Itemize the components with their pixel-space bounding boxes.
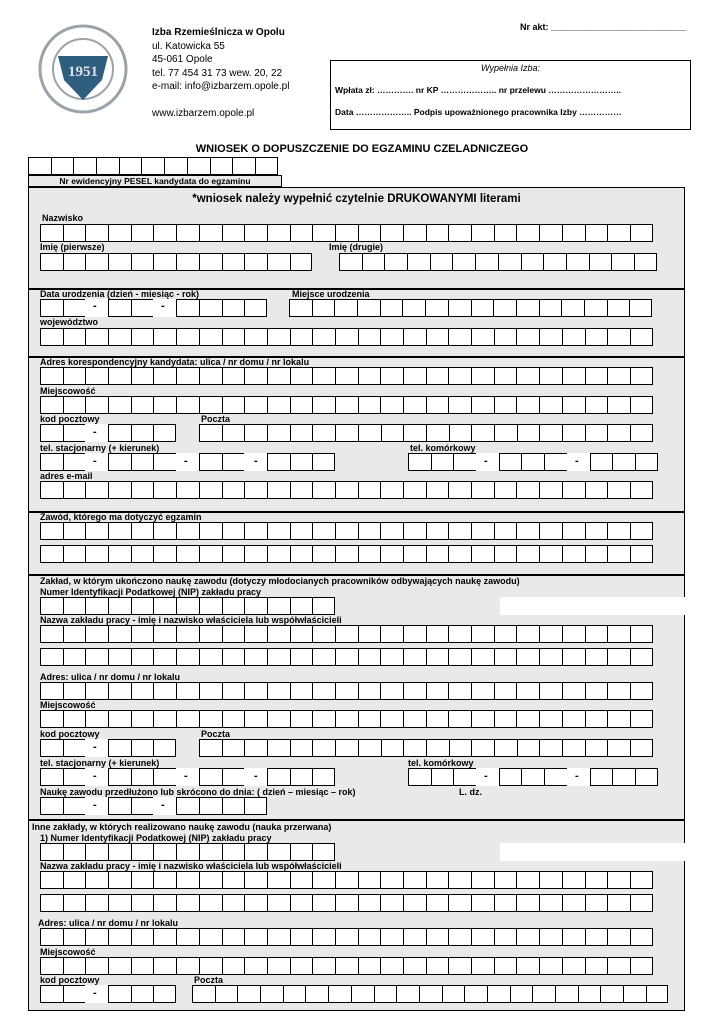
workplace-nip-label: Numer Identyfikacji Podatkowej (NIP) zakładu pracy <box>40 587 262 597</box>
payment-line: Wpłata zł: …………. nr KP ……………….. nr przelewu …………………….. <box>335 85 622 95</box>
postcode-label: kod pocztowy <box>40 414 100 424</box>
workplace-post-office-label: Poczta <box>201 729 231 739</box>
email-label: adres e-mail <box>40 471 93 481</box>
other-name-boxes-2[interactable] <box>40 894 653 912</box>
other-post-office-boxes[interactable] <box>192 985 668 1003</box>
workplace-name-boxes-2[interactable] <box>40 648 653 666</box>
form-title: WNIOSEK O DOPUSZCZENIE DO EGZAMINU CZELADNICZEGO <box>195 143 529 155</box>
org-logo <box>38 24 128 114</box>
office-use-box <box>330 60 691 130</box>
mobile-label: tel. komórkowy <box>410 443 476 453</box>
nr-akt-label: Nr akt: ___________________________ <box>520 22 687 32</box>
postcode-dash: - <box>93 426 97 438</box>
workplace-town-label: Miejscowość <box>40 700 96 710</box>
org-city: 45-061 Opole <box>152 54 213 65</box>
other-address-label: Adres: ulica / nr domu / nr lokalu <box>38 918 179 928</box>
landline-dash-3: - <box>254 455 258 467</box>
profession-boxes-1[interactable] <box>40 522 653 540</box>
birth-place-label: Miejsce urodzenia <box>292 289 370 299</box>
workplace-mobile-dash-1: - <box>484 770 488 782</box>
town-boxes[interactable] <box>40 396 653 414</box>
logo-year: 1951 <box>68 64 98 80</box>
extension-date-boxes[interactable] <box>40 797 267 815</box>
ld-label: L. dz. <box>459 787 482 797</box>
birth-date-label: Data urodzenia (dzień - miesiąc - rok) <box>40 289 200 299</box>
date-dash-1: - <box>93 300 97 312</box>
other-nip-blank <box>500 843 685 861</box>
org-website: www.izbarzem.opole.pl <box>152 107 255 119</box>
profession-boxes-2[interactable] <box>40 545 653 563</box>
office-fill-note: Wypełnia Izba: <box>480 63 541 73</box>
workplace-heading: Zakład, w którym ukończono naukę zawodu (dotyczy młodocianych pracowników odbywających naukę zawodu) <box>40 576 520 586</box>
workplace-address-label: Adres: ulica / nr domu / nr lokalu <box>40 672 181 682</box>
email-boxes[interactable] <box>40 481 653 499</box>
other-nip-label: 1) Numer Identyfikacji Podatkowej (NIP) zakładu pracy <box>40 833 272 843</box>
first-name-boxes[interactable] <box>40 253 312 271</box>
landline-dash-2: - <box>184 455 188 467</box>
workplace-postcode-label: kod pocztowy <box>40 729 100 739</box>
corr-address-label: Adres korespondencyjny kandydata: ulica / nr domu / nr lokalu <box>40 357 310 367</box>
other-post-office-label: Poczta <box>194 975 224 985</box>
org-address-block <box>152 26 289 120</box>
workplace-mobile-boxes[interactable] <box>408 768 658 786</box>
other-postcode-boxes[interactable] <box>40 985 176 1003</box>
workplace-name-boxes-1[interactable] <box>40 625 653 643</box>
post-office-boxes[interactable] <box>199 424 653 442</box>
other-postcode-label: kod pocztowy <box>40 975 100 985</box>
surname-label: Nazwisko <box>42 213 84 223</box>
landline-dash-1: - <box>93 455 97 467</box>
workplace-landline-dash-3: - <box>254 770 258 782</box>
voivodeship-boxes[interactable] <box>40 328 653 346</box>
postcode-boxes[interactable] <box>40 424 176 442</box>
other-town-label: Miejscowość <box>40 947 96 957</box>
landline-label: tel. stacjonarny (+ kierunek) <box>40 443 160 453</box>
workplace-mobile-label: tel. komórkowy <box>408 758 474 768</box>
first-name-label: Imię (pierwsze) <box>40 242 105 252</box>
other-name-label: Nazwa zakładu pracy - imię i nazwisko właściciela lub współwłaścicieli <box>40 861 342 871</box>
pesel-label: Nr ewidencyjny PESEL kandydata do egzaminu <box>28 175 282 187</box>
birth-place-boxes[interactable] <box>289 299 652 317</box>
other-nip-boxes[interactable] <box>40 843 335 861</box>
voivodeship-label: województwo <box>40 317 98 327</box>
extension-dash-1: - <box>93 799 97 811</box>
surname-boxes[interactable] <box>40 224 653 242</box>
other-name-boxes-1[interactable] <box>40 871 653 889</box>
org-email: e-mail: info@izbarzem.opole.pl <box>152 81 290 92</box>
org-street: ul. Katowicka 55 <box>152 40 225 52</box>
second-name-boxes[interactable] <box>339 253 657 271</box>
pesel-boxes[interactable] <box>28 157 278 175</box>
extension-dash-2: - <box>161 799 165 811</box>
workplace-postcode-boxes[interactable] <box>40 739 176 757</box>
workplace-landline-dash-1: - <box>93 770 97 782</box>
post-office-label: Poczta <box>201 414 231 424</box>
other-address-boxes[interactable] <box>40 928 653 946</box>
date-dash-2: - <box>161 300 165 312</box>
workplace-town-boxes[interactable] <box>40 710 653 728</box>
workplace-nip-blank <box>500 597 685 615</box>
extension-label: Naukę zawodu przedłużono lub skrócono do dnia: ( dzień – miesiąc – rok) <box>40 787 356 797</box>
workplace-mobile-dash-2: - <box>575 770 579 782</box>
town-label: Miejscowość <box>40 386 96 396</box>
other-heading: Inne zakłady, w których realizowano naukę zawodu (nauka przerwana) <box>32 822 332 832</box>
profession-label: Zawód, którego ma dotyczyć egzamin <box>40 512 202 522</box>
org-phone: tel. 77 454 31 73 wew. 20, 22 <box>152 67 283 79</box>
instruction: *wniosek należy wypełnić czytelnie DRUKOWANYMI literami <box>192 193 521 205</box>
other-town-boxes[interactable] <box>40 957 653 975</box>
workplace-address-boxes[interactable] <box>40 682 653 700</box>
workplace-name-label: Nazwa zakładu pracy - imię i nazwisko właściciela lub współwłaścicieli <box>40 615 342 625</box>
workplace-nip-boxes[interactable] <box>40 597 335 615</box>
workplace-postcode-dash: - <box>93 741 97 753</box>
workplace-landline-dash-2: - <box>184 770 188 782</box>
second-name-label: Imię (drugie) <box>329 242 384 252</box>
workplace-post-office-boxes[interactable] <box>199 739 653 757</box>
date-signature-line: Data ……………….. Podpis upoważnionego pracownika Izby …………… <box>335 107 622 117</box>
corr-address-boxes[interactable] <box>40 367 653 385</box>
birth-date-boxes[interactable] <box>40 299 267 317</box>
mobile-dash-2: - <box>575 455 579 467</box>
workplace-landline-label: tel. stacjonarny (+ kierunek) <box>40 758 160 768</box>
mobile-boxes[interactable] <box>408 453 658 471</box>
mobile-dash-1: - <box>484 455 488 467</box>
other-postcode-dash: - <box>93 987 97 999</box>
org-name: Izba Rzemieślnicza w Opolu <box>152 27 285 38</box>
